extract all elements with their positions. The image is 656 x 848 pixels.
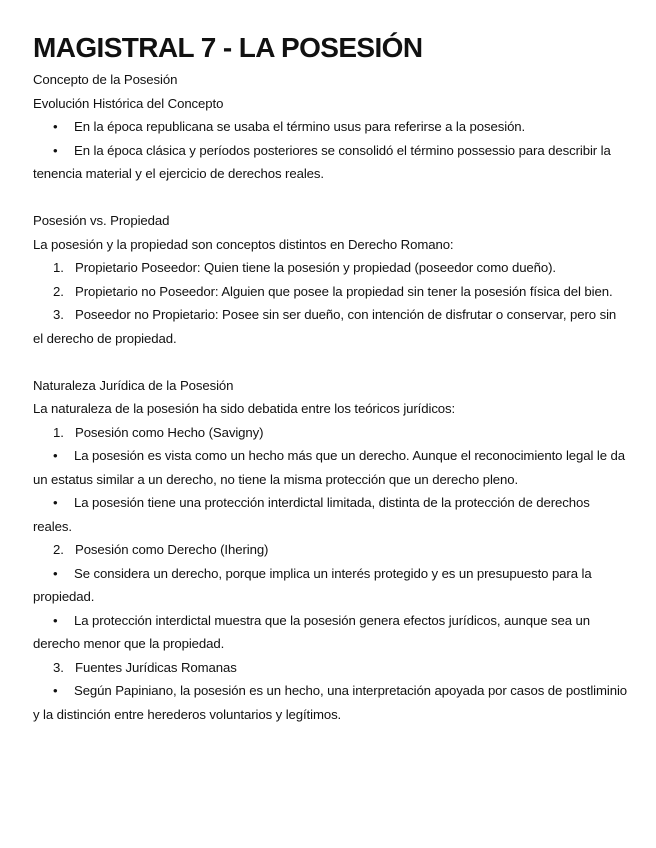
subheading-evolucion: Evolución Histórica del Concepto <box>33 95 224 111</box>
item-text: Poseedor no Propietario: Posee sin ser dueño, con intención de disfrutar o conservar, pero sin el derecho de propiedad. <box>33 307 617 346</box>
item-number: 1. <box>53 260 64 275</box>
bullet-icon: • <box>53 612 58 628</box>
document-page <box>33 30 628 726</box>
section-heading-naturaleza: Naturaleza Jurídica de la Posesión <box>33 377 234 393</box>
section-intro: La posesión y la propiedad son conceptos distintos en Derecho Romano: <box>33 236 454 252</box>
bullet-icon: • <box>53 448 58 463</box>
item-text: Propietario no Poseedor: Alguien que posee la propiedad sin tener la posesión física del bien. <box>75 283 613 299</box>
list-item <box>33 444 628 491</box>
bullet-text: En la época republicana se usaba el término usus para referirse a la posesión. <box>74 119 526 134</box>
bullet-text: La posesión tiene una protección interdictal limitada, distinta de la protección de derechos reales. <box>33 495 590 534</box>
page-title: MAGISTRAL 7 - LA POSESIÓN <box>33 32 423 63</box>
bullet-icon: • <box>53 683 58 698</box>
bullet-text: En la época clásica y períodos posteriores se consolidó el término possessio para describir la tenencia material y el ejercicio de derechos reales. <box>33 142 611 181</box>
numbered-item <box>33 303 628 350</box>
list-item <box>33 115 628 139</box>
item-number: 3. <box>53 307 64 322</box>
numbered-item <box>33 280 628 304</box>
bullet-icon: • <box>53 119 58 134</box>
section-heading-concepto: Concepto de la Posesión <box>33 72 178 87</box>
list-item <box>33 679 628 726</box>
list-item <box>33 139 628 186</box>
item-text: Propietario Poseedor: Quien tiene la posesión y propiedad (poseedor como dueño). <box>75 260 556 275</box>
bullet-icon: • <box>53 565 58 581</box>
numbered-item <box>33 421 628 445</box>
paragraph-gap <box>33 186 628 210</box>
list-item <box>33 491 628 538</box>
numbered-item <box>33 538 628 562</box>
section-heading-posesion-vs-propiedad: Posesión vs. Propiedad <box>33 213 170 228</box>
item-number: 2. <box>53 542 64 557</box>
bullet-text: La protección interdictal muestra que la posesión genera efectos jurídicos, aunque sea un derecho menor que la propiedad. <box>33 612 590 651</box>
bullet-icon: • <box>53 495 58 510</box>
item-number: 2. <box>53 283 64 299</box>
item-text: Fuentes Jurídicas Romanas <box>75 659 237 675</box>
bullet-text: Se considera un derecho, porque implica un interés protegido y es un presupuesto para la propiedad. <box>33 565 592 604</box>
paragraph-gap <box>33 350 628 374</box>
item-text: Posesión como Hecho (Savigny) <box>75 424 264 440</box>
bullet-icon: • <box>53 142 58 158</box>
numbered-item <box>33 256 628 280</box>
bullet-text: Según Papiniano, la posesión es un hecho, una interpretación apoyada por casos de postliminio y la distinción entre herederos voluntarios y legítimos. <box>33 683 628 722</box>
list-item <box>33 609 628 656</box>
bullet-text: La posesión es vista como un hecho más que un derecho. Aunque el reconocimiento legal le da un estatus similar a un derecho, no tiene la misma protección que un derecho pleno. <box>33 448 626 487</box>
item-number: 3. <box>53 659 64 675</box>
section-intro: La naturaleza de la posesión ha sido debatida entre los teóricos jurídicos: <box>33 401 456 416</box>
list-item <box>33 562 628 609</box>
item-number: 1. <box>53 424 64 440</box>
numbered-item <box>33 656 628 680</box>
item-text: Posesión como Derecho (Ihering) <box>75 542 269 557</box>
